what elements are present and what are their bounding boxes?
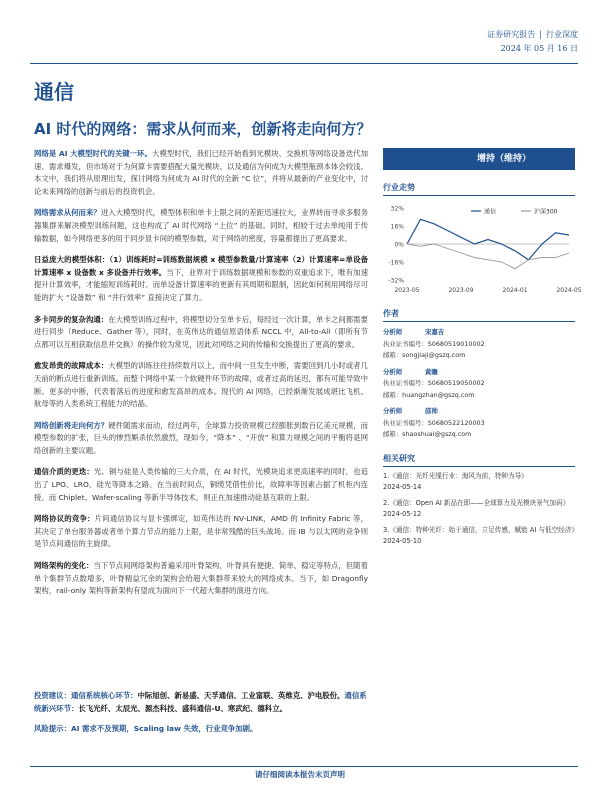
- legend-label: 通信: [484, 208, 497, 216]
- series-line-telecom: [407, 219, 569, 259]
- invest-new-names: 长飞光纤、太辰光、源杰科技、盛科通信-U、寒武纪、德科立。: [78, 703, 287, 713]
- paragraph-7-bold: 通信介质的更迭：: [34, 467, 94, 477]
- paragraph-8-body: 片间通信协议与显卡强绑定，如英伟达的 NV-LINK，AMD 的 Infinity Fabric 等，其决定了单台服务器或者单个算力节点的能力上限，是非常残酷的巨头战场。而 IB 与以太网的竞争则是节点间通信的主旋律。: [34, 514, 368, 549]
- author-email[interactable]: songjiaji@gszq.com: [402, 351, 466, 359]
- invest-core-names: 中际旭创、新易盛、天孚通信、工业富联、英维克、沪电股份。: [137, 691, 345, 700]
- report-date: 2024 年 05 月 16 日: [500, 44, 578, 53]
- y-tick-label: -32%: [388, 277, 404, 285]
- y-tick-label: 32%: [390, 205, 404, 213]
- paragraph-6-lead: 网络创新将走向何方？: [34, 420, 109, 430]
- paragraph-6: [34, 420, 368, 458]
- related-item[interactable]: [383, 498, 575, 521]
- footer-divider: [30, 766, 578, 767]
- cert-label: 执业证书编号：: [383, 379, 428, 387]
- paragraph-9-bold: 网络架构的变化：: [34, 561, 94, 571]
- paragraph-3-body: 当下，业界对于训练数据规模和参数的双重追求下，唯有加速提升计算效率，才能缩短训练耗时。而单设备计算速率的更新有其周期和限制，因此如何利用网络尽可能的扩大 “设备数” 和 “并行效率” 直接决定了算力。: [34, 267, 368, 302]
- footer-disclaimer: 请仔细阅读本报告末页声明: [255, 770, 345, 779]
- y-tick-label: 16%: [390, 223, 404, 231]
- author-role: 分析师: [383, 328, 403, 336]
- cert-number: S0680522120003: [427, 418, 485, 427]
- header-divider: [30, 63, 578, 64]
- cert-label: 执业证书编号：: [383, 339, 428, 348]
- related-title: 3.《通信：特种光纤：始于通信，立足传感，赋能 AI 与低空经济》: [383, 525, 578, 534]
- trend-chart: [383, 200, 582, 300]
- report-header: [487, 28, 578, 56]
- paragraph-3: [34, 254, 368, 304]
- risk-warning: [34, 723, 368, 736]
- paragraph-1-body: 大模型时代，我们已经开始看到光模块、交换机等网络设备迭代加速、需求爆发，但市场对于为何算卡需要搭配大量光模块、以及通信为何成为大模型瓶颈本体会较浅。本文中，我们将从原理出发，探讨网络为何成为 AI 时代的全新 “C 位”，并将从最新的产业变化中，讨论未来网络的创新与前后的投资机会。: [34, 149, 368, 196]
- paragraph-5-body: 大模型的训练往往持续数月以上，而中间一旦发生中断，需要回到几小时或者几天前的断点进行重新训练。而整个网络中某一个软硬件环节的故障，或者过高的延迟，都有可能导致中断。更多的中断，代表着落后的进度和愈发高昂的成本。现代的 AI 网络，已经渐渐发展成堪比飞机、航母等的人类系统工程能力的结晶。: [34, 361, 368, 409]
- related-title: 1.《通信：光纤光缆行业：海风为前，特种为导》: [383, 471, 528, 480]
- invest-label: 投资建议：: [34, 691, 71, 700]
- investment-advice: [34, 690, 368, 715]
- invest-core-label: 通信系统核心环节：: [70, 691, 138, 700]
- y-tick-label: 0%: [394, 241, 404, 249]
- x-tick-label: 2023-05: [394, 287, 420, 294]
- report-type: 证券研究报告: [487, 30, 536, 39]
- paragraph-5-bold: 愈发昂贵的故障成本：: [34, 361, 109, 371]
- cert-number: S0680519010002: [427, 339, 485, 348]
- author-role: 分析师: [383, 407, 403, 415]
- paragraph-8-bold: 网络协议的竞争：: [34, 514, 95, 524]
- author-item: [383, 327, 575, 362]
- risk-label: 风险提示：: [34, 724, 71, 734]
- authors-section-title: 作者: [383, 308, 575, 322]
- related-item[interactable]: [383, 525, 578, 548]
- paragraph-4-body: 在大模型训练过程中，将模型切分至单卡后，每经过一次计算，单卡之间都需要进行同步（Reduce、Gather 等），同时，在英伟达的通信原语体系 NCCL 中，All-to-All（即所有节点都可以互相获取信息并交换）的操作较为常见，因此对网络之间的传输和交换提出了更高的要求。: [34, 314, 368, 349]
- related-title: 2.《通信：Open AI 新品在即——全球算力及光模块景气加码》: [383, 498, 570, 507]
- main-body: [34, 148, 368, 607]
- paragraph-9: [34, 560, 368, 598]
- author-item: [383, 367, 575, 402]
- y-tick-label: -16%: [388, 259, 404, 267]
- series-line-csi300: [407, 244, 569, 269]
- cert-number: S0680519050002: [427, 379, 485, 387]
- conclusion-block: [34, 690, 368, 736]
- author-role: 分析师: [383, 367, 403, 376]
- paragraph-2-lead: 网络需求从何而来？: [34, 208, 101, 218]
- paragraph-8: [34, 513, 368, 551]
- author-name: 黄瞻: [425, 367, 438, 376]
- paragraph-1-lead: 网络是 AI 大模型时代的关键一环。: [34, 149, 153, 158]
- author-email[interactable]: huangzhan@gszq.com: [402, 390, 475, 399]
- author-name: 宋嘉吉: [425, 328, 445, 336]
- paragraph-2-body: 进入大模型时代，模型体积和单卡上限之间的差距迅速拉大，业界转而寻求多服务器集群来解决模型训练问题，这也构成了 AI 时代网络 “上位” 的基础。同时，相较于过去单纯用于传输数据，如今网络更多的用于同步显卡间的模型参数，对于网络的密度，容量都提出了更高要求。: [34, 208, 368, 243]
- related-date: 2024-05-12: [383, 510, 422, 518]
- x-tick-label: 2024-01: [502, 287, 528, 294]
- legend-label: 沪深300: [534, 208, 558, 216]
- risk-body: AI 需求不及预期，Scaling law 失效，行业竞争加剧。: [70, 724, 258, 734]
- trend-section-title: 行业走势: [383, 182, 575, 196]
- paragraph-9-body: 当下节点间网络架构普遍采用叶脊架构，叶脊具有便捷、简单、稳定等特点，但随着单个集群节点数增多，叶脊精益冗余的架构会给超大集群带来较大的网络成本。当下，如 Dragonfly 架构，rail-only 架构等新架构有望成为面向下一代超大集群的演进方向。: [34, 561, 368, 596]
- invest-new-label: 通信系统新兴环节：: [34, 691, 367, 713]
- paragraph-4: [34, 314, 368, 352]
- report-title: AI 时代的网络：需求从何而来，创新将走向何方？: [34, 120, 372, 138]
- related-item[interactable]: [383, 471, 575, 494]
- authors-list: [383, 327, 575, 441]
- email-label: 邮箱：: [383, 430, 403, 438]
- related-date: 2024-05-10: [383, 537, 422, 545]
- related-section-title: 相关研究: [383, 453, 575, 467]
- paragraph-3-bold: 日益庞大的模型体积：（1）训练耗时=训练数据规模 x 模型参数量/计算速率（2）计算速率=单设备计算速率 x 设备数 x 多设备并行效率。: [34, 255, 368, 277]
- paragraph-2: [34, 207, 368, 245]
- author-name: 邵帅: [425, 407, 438, 415]
- related-date: 2024-05-14: [383, 483, 422, 491]
- paragraph-7-body: 光、铜与硅是人类传输的三大介质，在 AI 时代，光模块追求更高速率的同时，也追出了 LPO、LRO、硅光等降本之路。在当前时间点，铜缆凭借性价比，故障率等因素占据了机柜内连接。而 Chiplet、Wafer-scaling 等新半导体技术，则正在加速推动硅基互联的上限。: [34, 467, 368, 502]
- cert-label: 执业证书编号：: [383, 418, 428, 427]
- report-category: 行业深度: [546, 30, 578, 39]
- sidebar: [383, 148, 582, 548]
- email-label: 邮箱：: [383, 351, 403, 359]
- header-separator: |: [539, 30, 542, 39]
- trend-chart-svg: [383, 200, 582, 300]
- related-list: [383, 471, 578, 548]
- email-label: 邮箱：: [383, 390, 403, 399]
- paragraph-4-bold: 多卡同步的复杂沟通：: [34, 314, 109, 324]
- paragraph-7: [34, 466, 368, 504]
- paragraph-1: [34, 148, 368, 198]
- paragraph-5: [34, 360, 368, 410]
- author-item: [383, 406, 575, 441]
- x-tick-label: 2024-05: [556, 287, 582, 294]
- rating-badge: 增持（维持）: [383, 148, 575, 170]
- paragraph-6-body: 硬件随需求而动，经过两年，全球算力投资规模已经膨胀到数百亿美元规模，而模型参数的扩张，巨头的惨烈厮杀依然激烈，现如今，“降本” 、“开放” 和算力规模之间的平衡将是网络创新的主要议题。: [34, 420, 368, 455]
- author-email[interactable]: shaoshuai@gszq.com: [402, 430, 472, 438]
- x-tick-label: 2023-09: [448, 287, 474, 294]
- sector-title: 通信: [34, 80, 74, 104]
